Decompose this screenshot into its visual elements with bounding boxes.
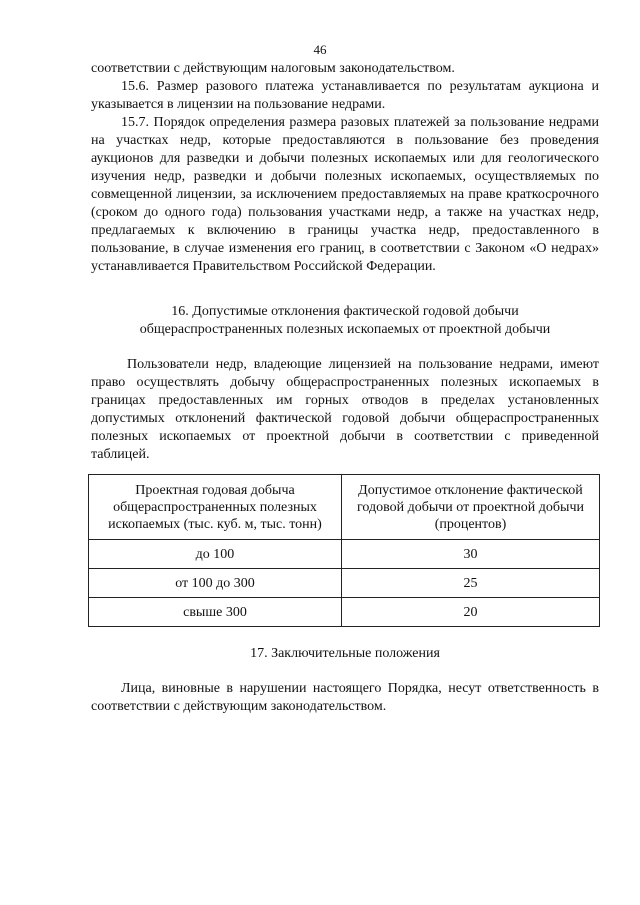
table-header-production: Проектная годовая добыча общераспространенных полезных ископаемых (тыс. куб. м, тыс. тонн) (89, 475, 342, 540)
table-cell-deviation: 30 (341, 540, 599, 569)
paragraph-17: Лица, виновные в нарушении настоящего Порядка, несут ответственность в соответствии с действующим законодательством. (91, 681, 599, 714)
section-17-heading: 17. Заключительные положения (250, 646, 440, 661)
section-16-heading (91, 303, 599, 339)
table-cell-range: до 100 (89, 540, 342, 569)
section-17-text (91, 680, 599, 716)
table-cell-range: от 100 до 300 (89, 569, 342, 598)
table-cell-range: свыше 300 (89, 598, 342, 627)
paragraph-15-6: 15.6. Размер разового платежа устанавливается по результатам аукциона и указывается в лицензии на пользование недрами. (91, 79, 599, 112)
section-16-heading-line-2: общераспространенных полезных ископаемых от проектной добычи (139, 322, 551, 337)
table-header-row (89, 475, 600, 540)
section-16-text (91, 356, 599, 464)
paragraph-continuation: соответствии с действующим налоговым законодательством. (91, 61, 455, 76)
table-row (89, 540, 600, 569)
table-row (89, 598, 600, 627)
section-16-heading-line-1: 16. Допустимые отклонения фактической годовой добычи (171, 304, 519, 319)
paragraph-16: Пользователи недр, владеющие лицензией на пользование недрами, имеют право осуществлять добычу общераспространенных полезных ископаемых в границах предоставленных им горных отводов в пределах установленных допустимых отклонений фактической годовой добычи общераспространенных полезных ископаемых от проектной добычи в соответствии с приведенной таблицей. (91, 357, 599, 462)
section-15-text (91, 60, 599, 276)
table-cell-deviation: 20 (341, 598, 599, 627)
paragraph-15-7: 15.7. Порядок определения размера разовых платежей за пользование недрами на участках недр, которые предоставляются в пользование без проведения аукционов для разведки и добычи полезных ископаемых или для геологического изучения недр, разведки и добычи полезных ископаемых, осуществляемых по совмещенной лицензии, за исключением предоставляемых на праве краткосрочного (сроком до одного года) пользования участками недр, а также на участках недр, предлагаемых к включению в границы участка недр, предоставленного в пользование, в случае изменения его границ, в соответствии с Законом «О недрах» устанавливается Правительством Российской Федерации. (91, 115, 599, 274)
page-number: 46 (313, 42, 327, 57)
table-cell-deviation: 25 (341, 569, 599, 598)
table-header-deviation: Допустимое отклонение фактической годовой добычи от проектной добычи (процентов) (341, 475, 599, 540)
deviation-table (88, 474, 600, 627)
table-row (89, 569, 600, 598)
